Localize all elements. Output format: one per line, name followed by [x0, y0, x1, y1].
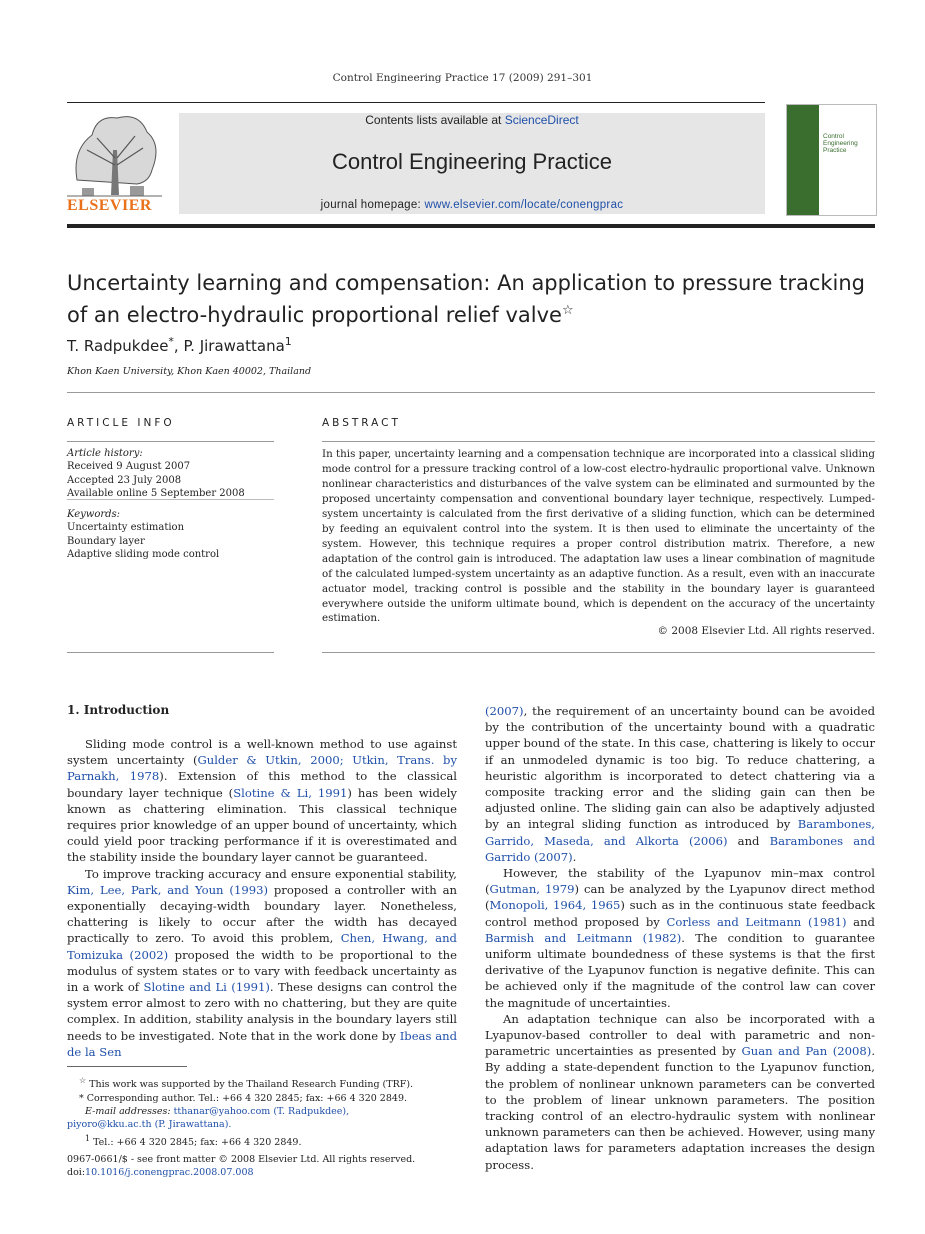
- citation-link[interactable]: Barambones, Garrido, Maseda, and Alkorta (2006): [485, 817, 875, 848]
- sciencedirect-link[interactable]: ScienceDirect: [504, 113, 579, 127]
- doi-link[interactable]: 10.1016/j.conengprac.2008.07.008: [85, 1167, 254, 1179]
- keywords-block: [67, 508, 274, 561]
- keywords-label: Keywords:: [67, 509, 121, 520]
- citation-link[interactable]: Monopoli, 1964, 1965: [489, 898, 621, 913]
- text-run: , the requirement of an uncertainty bound can be avoided by the contribution of the uncertainty bound with a quadratic upper bound of the state. In this case, chattering is likely to occur if an unmodeled dynamic is too big. To reduce chattering, a heuristic algorithm is incorporated to detect chattering via a composite tracking error and the sliding gain can then be adjusted online. The sliding gain can also be adaptively adjusted by an integral sliding function as introduced by: [485, 704, 875, 832]
- history-rule: [67, 499, 274, 500]
- body-left-column: [67, 736, 457, 1060]
- article-history: [67, 447, 274, 500]
- publisher-name: ELSEVIER: [67, 197, 152, 214]
- footnotes: [67, 1074, 457, 1149]
- abstract-rule: [322, 441, 875, 442]
- text-run: . The condition to guarantee uniform ultimate boundedness of these systems is that the first derivative of the Lyapunov function is negative definite. This can be achieved only if the magnitude of the control law can cover the magnitude of uncertainties.: [485, 930, 875, 1010]
- citation-link[interactable]: Barmish and Leitmann (1982): [485, 930, 682, 945]
- text-run: and: [727, 833, 770, 848]
- citation-link[interactable]: Guan and Pan (2008): [741, 1044, 872, 1059]
- citation-link[interactable]: Gutman, 1979: [489, 882, 575, 897]
- citation-link[interactable]: Ibeas and de la Sen: [67, 1028, 457, 1059]
- footnote-text: This work was supported by the Thailand Research Funding (TRF).: [89, 1079, 414, 1091]
- body-paragraph: [67, 866, 457, 1060]
- affiliation: Khon Kaen University, Khon Kaen 40002, Thailand: [67, 366, 312, 377]
- author-1[interactable]: T. Radpukdee: [67, 337, 169, 355]
- online-date: Available online 5 September 2008: [67, 487, 245, 499]
- citation-link[interactable]: Barambones and Garrido (2007): [485, 833, 876, 864]
- citation-link[interactable]: Kim, Lee, Park, and Youn (1993): [67, 882, 268, 897]
- footnote-text: Corresponding author. Tel.: +66 4 320 2845; fax: +66 4 320 2849.: [86, 1092, 408, 1104]
- author-2[interactable]: P. Jirawattana: [183, 337, 285, 355]
- article-info-rule: [67, 441, 274, 442]
- contents-prefix: Contents lists available at: [365, 113, 502, 127]
- title-footnote-mark[interactable]: ☆: [561, 303, 574, 318]
- author-2-mark[interactable]: 1: [284, 335, 292, 348]
- text-run: ). Extension of this method to the classical boundary layer technique (: [67, 769, 457, 800]
- author-separator: ,: [173, 337, 184, 355]
- citation-link[interactable]: Chen, Hwang, and Tomizuka (2002): [67, 931, 457, 962]
- title-divider: [67, 392, 875, 393]
- citation-link[interactable]: Corless and Leitmann (1981): [666, 914, 847, 929]
- issn-line: 0967-0661/$ - see front matter © 2008 Elsevier Ltd. All rights reserved.: [67, 1154, 416, 1165]
- footnote-mark: *: [79, 1092, 84, 1104]
- header-top-rule: [67, 102, 765, 103]
- text-run: ) such as in the continuous state feedback control method proposed by: [485, 898, 876, 929]
- article-info-heading: ARTICLE INFO: [67, 417, 175, 429]
- homepage-link[interactable]: www.elsevier.com/locate/conengprac: [424, 199, 624, 211]
- journal-reference: Control Engineering Practice 17 (2009) 291–301: [332, 72, 593, 84]
- text-run: .: [572, 849, 577, 864]
- doi-label: doi:: [67, 1167, 86, 1179]
- body-right-column: [485, 703, 875, 1173]
- footnote-mark: 1: [85, 1133, 91, 1143]
- doi-line: [67, 1166, 415, 1179]
- citation-link[interactable]: Gulder & Utkin, 2000; Utkin, Trans. by Parnakh, 1978: [67, 753, 457, 784]
- received-date: Received 9 August 2007: [67, 461, 191, 473]
- journal-homepage: [179, 199, 765, 211]
- article-title-text: Uncertainty learning and compensation: An application to pressure tracking of an electro-hydraulic proportional relief valve: [67, 271, 866, 327]
- email-link[interactable]: tthanar@yahoo.com (T. Radpukdee),: [173, 1105, 350, 1117]
- accepted-date: Accepted 23 July 2008: [67, 474, 182, 486]
- author-list: [67, 335, 292, 355]
- text-run: Sliding mode control is a well-known method to use against system uncertainty (: [67, 737, 457, 768]
- footnote-rule: [67, 1066, 187, 1067]
- text-run: An adaptation technique can also be incorporated with a Lyapunov-based controller to deal with parametric and non-parametric uncertainties as presented by: [485, 1011, 875, 1059]
- footnote-corresponding: [67, 1092, 457, 1105]
- journal-title: Control Engineering Practice: [331, 149, 613, 174]
- footnote-mark: ☆: [79, 1076, 87, 1085]
- citation-link[interactable]: Slotine & Li, 1991: [233, 785, 348, 800]
- text-run: However, the stability of the Lyapunov min–max control (: [485, 866, 875, 897]
- contents-line: [179, 113, 765, 127]
- abstract-bottom-rule: [322, 652, 875, 653]
- body-paragraph: [485, 865, 875, 1011]
- journal-cover-thumbnail: [786, 104, 877, 216]
- body-paragraph: [485, 703, 875, 865]
- homepage-prefix: journal homepage:: [320, 199, 422, 211]
- text-run: . By adding a state-dependent function to the Lyapunov function, the problem of nonlinear unknown parameters can be converted to the problem of linear unknown parameters. The position tracking control of an electro-hydraulic system with nonlinear unknown parameters can then be achieved. However, using many adaptation laws for parameters adaptation increases the design process.: [485, 1044, 875, 1172]
- body-paragraph: [485, 1011, 875, 1173]
- history-label: Article history:: [67, 448, 143, 459]
- email-link[interactable]: piyoro@kku.ac.th (P. Jirawattana).: [67, 1119, 232, 1131]
- keyword-item: Adaptive sliding mode control: [67, 548, 220, 560]
- keyword-item: Boundary layer: [67, 535, 145, 547]
- abstract-heading: ABSTRACT: [322, 417, 401, 429]
- author-1-mark[interactable]: *: [168, 335, 174, 348]
- footnote-text: Tel.: +66 4 320 2845; fax: +66 4 320 2849.: [93, 1136, 302, 1148]
- email-label: E-mail addresses:: [85, 1105, 171, 1117]
- footnote-funding: [67, 1074, 457, 1092]
- cover-title: Control Engineering Practice: [823, 133, 858, 154]
- section-1-title: 1. Introduction: [67, 703, 170, 717]
- body-paragraph: [67, 736, 457, 866]
- footnote-email: [67, 1105, 457, 1118]
- text-run: . These designs can control the system error almost to zero with no chattering, but they are quite complex. In addition, stability analysis in the boundary layers still needs to be investigated. Note that in the work done by: [67, 980, 458, 1043]
- citation-link[interactable]: (2007): [485, 704, 524, 718]
- text-run: ) has been widely known as chattering elimination. This classical technique requires prior knowledge of an upper bound of uncertainty, which could yield poor tracking performance if it is overestimated and the stability inside the boundary layer cannot be guaranteed.: [67, 785, 457, 865]
- abstract-text: In this paper, uncertainty learning and a compensation technique are incorporated into a classical sliding mode control for a pressure tracking control of a low-cost electro-hydraulic proportional valve. Unknown nonlinear characteristics and disturbances of the valve system can be eliminated and surmounted by the proposed uncertainty compensation and conventional boundary layer technique, respectively. Lumped-system uncertainty is calculated from the first derivative of a sliding function, which can be determined by feeding an equivalent control into the system. It is then used to eliminate the uncertainty of the system. However, this technique requires a proper control distribution matrix. Therefore, a new adaptation of the control gain is introduced. The adaptation law uses a linear combination of magnitude of the calculated lumped-system uncertainty as an adaptive function. As a result, even with an inaccurate actuator model, tracking control is possible and the stability in the boundary layer is guaranteed everywhere outside the uniform ultimate bound, which is dependent on the accuracy of the uncertainty estimation.: [322, 448, 875, 625]
- footnote-phone: [67, 1132, 457, 1150]
- text-run: proposed the width to be proportional to the modulus of system states or to vary with feedback uncertainty as in a work of: [67, 947, 457, 995]
- abstract-copyright: © 2008 Elsevier Ltd. All rights reserved.: [657, 625, 875, 637]
- header-bottom-rule: [67, 224, 875, 228]
- front-matter: [67, 1153, 415, 1180]
- text-run: and: [846, 914, 875, 929]
- cover-band: [787, 105, 819, 215]
- text-run: proposed a controller with an exponentially decaying-width boundary layer. Nonetheless, chattering is likely to occur after the width has decayed practically to zero. To avoid this problem,: [67, 882, 457, 946]
- article-title: [67, 270, 867, 329]
- article-info-bottom-rule: [67, 652, 274, 653]
- text-run: ) can be analyzed by the Lyapunov direct method (: [485, 882, 876, 913]
- text-run: To improve tracking accuracy and ensure exponential stability,: [85, 866, 457, 881]
- citation-link[interactable]: Slotine and Li (1991): [143, 980, 270, 995]
- footnote-email-2: [67, 1118, 457, 1131]
- keyword-item: Uncertainty estimation: [67, 522, 185, 534]
